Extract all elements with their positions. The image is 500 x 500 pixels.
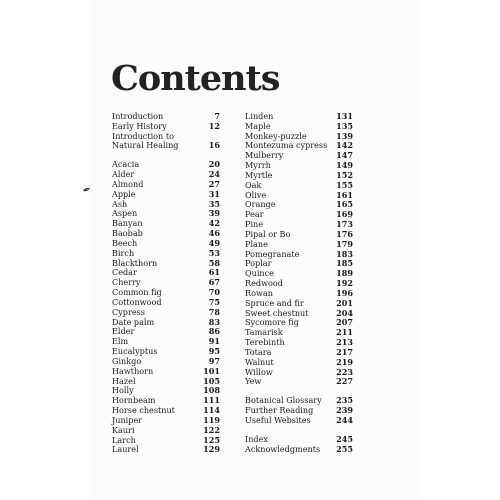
- entry-page-number: 147: [336, 150, 353, 161]
- entry-page-number: 131: [336, 111, 353, 121]
- entry-title: Orange: [245, 199, 276, 210]
- entry-title: Birch: [112, 247, 135, 258]
- entry-page-number: 169: [336, 209, 353, 220]
- entry-page-number: 67: [208, 277, 220, 288]
- entry-title: Eucalyptus: [112, 346, 158, 357]
- contents-column-right: [245, 112, 353, 454]
- entry-page-number: 58: [208, 257, 220, 268]
- entry-title: Larch: [112, 434, 136, 445]
- entry-page-number: 211: [336, 327, 353, 338]
- entry-page-number: 16: [208, 140, 220, 151]
- entry-title: Pear: [245, 209, 264, 220]
- entry-title: Spruce and fir: [245, 297, 304, 308]
- entry-page-number: 39: [208, 208, 220, 219]
- entry-page-number: 119: [203, 414, 220, 425]
- entry-title: Banyan: [112, 218, 143, 229]
- entry-page-number: 245: [336, 433, 353, 444]
- entry-title: Alder: [112, 169, 135, 180]
- entry-page-number: 7: [214, 111, 220, 121]
- entry-page-number: 235: [336, 395, 353, 406]
- entry-title: Tamarisk: [245, 327, 283, 338]
- entry-page-number: 189: [336, 268, 353, 279]
- entry-title: Pomegranate: [245, 248, 300, 259]
- entry-title: Index: [245, 433, 268, 444]
- entry-page-number: 101: [203, 365, 220, 376]
- entry-title: Elder: [112, 326, 135, 337]
- entry-title: Beech: [112, 237, 138, 248]
- entry-page-number: 149: [336, 160, 353, 171]
- entry-title: Redwood: [245, 278, 283, 289]
- entry-page-number: 207: [336, 317, 353, 328]
- entry-title: Cherry: [112, 277, 141, 288]
- entry-page-number: 135: [336, 120, 353, 131]
- entry-page-number: 185: [336, 258, 353, 269]
- entry-page-number: 86: [208, 326, 220, 337]
- entry-page-number: 75: [208, 296, 220, 307]
- entry-page-number: 122: [203, 424, 220, 435]
- entry-page-number: 227: [336, 376, 353, 387]
- toc-entry: [112, 445, 220, 455]
- entry-title: Mulberry: [245, 150, 284, 161]
- entry-title: Pine: [245, 219, 264, 230]
- entry-title: Plane: [245, 238, 268, 249]
- entry-title: Ash: [112, 198, 128, 209]
- entry-page-number: 239: [336, 405, 353, 416]
- entry-title: Walnut: [245, 356, 274, 367]
- entry-title: Aspen: [112, 208, 138, 219]
- entry-page-number: 114: [203, 405, 220, 416]
- entry-title: Natural Healing: [112, 140, 179, 151]
- entry-title: Hawthorn: [112, 365, 154, 376]
- entry-title: Ginkgo: [112, 355, 142, 366]
- entry-title: Introduction: [112, 111, 164, 121]
- entry-title: Sycomore fig: [245, 317, 299, 328]
- entry-page-number: 49: [208, 237, 220, 248]
- entry-page-number: 129: [203, 444, 220, 455]
- entry-page-number: 108: [203, 385, 220, 396]
- entry-page-number: 201: [336, 297, 353, 308]
- entry-page-number: 97: [208, 355, 220, 366]
- entry-page-number: 53: [208, 247, 220, 258]
- entry-page-number: 142: [336, 140, 353, 151]
- entry-title: Pipal or Bo: [245, 228, 291, 239]
- entry-title: Almond: [112, 178, 144, 189]
- entry-page-number: 192: [336, 278, 353, 289]
- toc-entry: [245, 416, 353, 426]
- entry-page-number: 213: [336, 337, 353, 348]
- entry-page-number: 35: [208, 198, 220, 209]
- entry-title: Date palm: [112, 316, 155, 327]
- entry-page-number: 46: [208, 228, 220, 239]
- contents-column-left: [112, 112, 220, 455]
- entry-title: Useful Websites: [245, 414, 311, 425]
- entry-page-number: 196: [336, 287, 353, 298]
- entry-page-number: 105: [203, 375, 220, 386]
- entry-title: Terebinth: [245, 337, 285, 348]
- entry-title: Introduction to: [112, 130, 174, 141]
- entry-title: Hornbeam: [112, 395, 156, 406]
- entry-title: Horse chestnut: [112, 405, 175, 416]
- entry-page-number: 176: [336, 228, 353, 239]
- entry-page-number: 42: [208, 218, 220, 229]
- entry-title: Further Reading: [245, 405, 314, 416]
- entry-page-number: 204: [336, 307, 353, 318]
- page-title: Contents: [111, 58, 280, 99]
- entry-title: Myrrh: [245, 160, 271, 171]
- entry-title: Poplar: [245, 258, 272, 269]
- entry-page-number: 244: [336, 414, 353, 425]
- entry-title: Rowan: [245, 287, 273, 298]
- entry-page-number: 20: [208, 159, 220, 170]
- entry-title: Juniper: [112, 414, 143, 425]
- entry-page-number: 27: [208, 178, 220, 189]
- entry-title: Linden: [245, 111, 274, 121]
- pen-mark-icon: ✒: [81, 183, 94, 198]
- entry-page-number: 125: [203, 434, 220, 445]
- entry-title: Sweet chestnut: [245, 307, 309, 318]
- toc-entry: [245, 377, 353, 387]
- entry-title: Laurel: [112, 444, 139, 455]
- entry-title: Quince: [245, 268, 274, 279]
- entry-page-number: 95: [208, 346, 220, 357]
- entry-title: Apple: [112, 188, 136, 199]
- entry-page-number: 31: [208, 188, 220, 199]
- entry-title: Maple: [245, 120, 271, 131]
- entry-page-number: 255: [336, 443, 353, 454]
- entry-title: Cedar: [112, 267, 137, 278]
- toc-entry: [112, 190, 220, 200]
- entry-title: Hazel: [112, 375, 136, 386]
- toc-entry: [245, 445, 353, 455]
- entry-title: Myrtle: [245, 169, 273, 180]
- entry-page-number: 61: [208, 267, 220, 278]
- entry-page-number: 179: [336, 238, 353, 249]
- entry-page-number: 217: [336, 346, 353, 357]
- entry-title: Blackthorn: [112, 257, 158, 268]
- entry-page-number: 139: [336, 130, 353, 141]
- entry-title: Monkey-puzzle: [245, 130, 307, 141]
- entry-page-number: 91: [208, 336, 220, 347]
- entry-title: Acknowledgments: [245, 443, 321, 454]
- entry-page-number: 223: [336, 366, 353, 377]
- entry-page-number: 78: [208, 306, 220, 317]
- entry-page-number: 152: [336, 169, 353, 180]
- entry-page-number: 183: [336, 248, 353, 259]
- entry-page-number: 83: [208, 316, 220, 327]
- entry-title: Baobab: [112, 228, 143, 239]
- entry-page-number: 161: [336, 189, 353, 200]
- entry-title: Elm: [112, 336, 129, 347]
- entry-title: Acacia: [112, 159, 140, 170]
- entry-page-number: 173: [336, 219, 353, 230]
- entry-title: Willow: [245, 366, 273, 377]
- entry-title: Kauri: [112, 424, 135, 435]
- entry-title: Olive: [245, 189, 267, 200]
- entry-title: Early History: [112, 120, 167, 131]
- toc-entry: [112, 327, 220, 337]
- toc-entry: [112, 141, 220, 151]
- entry-title: Cottonwood: [112, 296, 162, 307]
- entry-page-number: 70: [208, 287, 220, 298]
- entry-title: Montezuma cypress: [245, 140, 328, 151]
- entry-page-number: 219: [336, 356, 353, 367]
- entry-title: Yew: [245, 376, 262, 387]
- entry-page-number: 24: [208, 169, 220, 180]
- entry-title: Botanical Glossary: [245, 395, 322, 406]
- entry-title: Common fig: [112, 287, 162, 298]
- entry-page-number: 12: [208, 120, 220, 131]
- entry-title: Oak: [245, 179, 262, 190]
- entry-title: Totara: [245, 346, 272, 357]
- entry-page-number: 111: [203, 395, 220, 406]
- entry-title: Holly: [112, 385, 134, 396]
- entry-page-number: 155: [336, 179, 353, 190]
- entry-title: Cypress: [112, 306, 145, 317]
- entry-page-number: 165: [336, 199, 353, 210]
